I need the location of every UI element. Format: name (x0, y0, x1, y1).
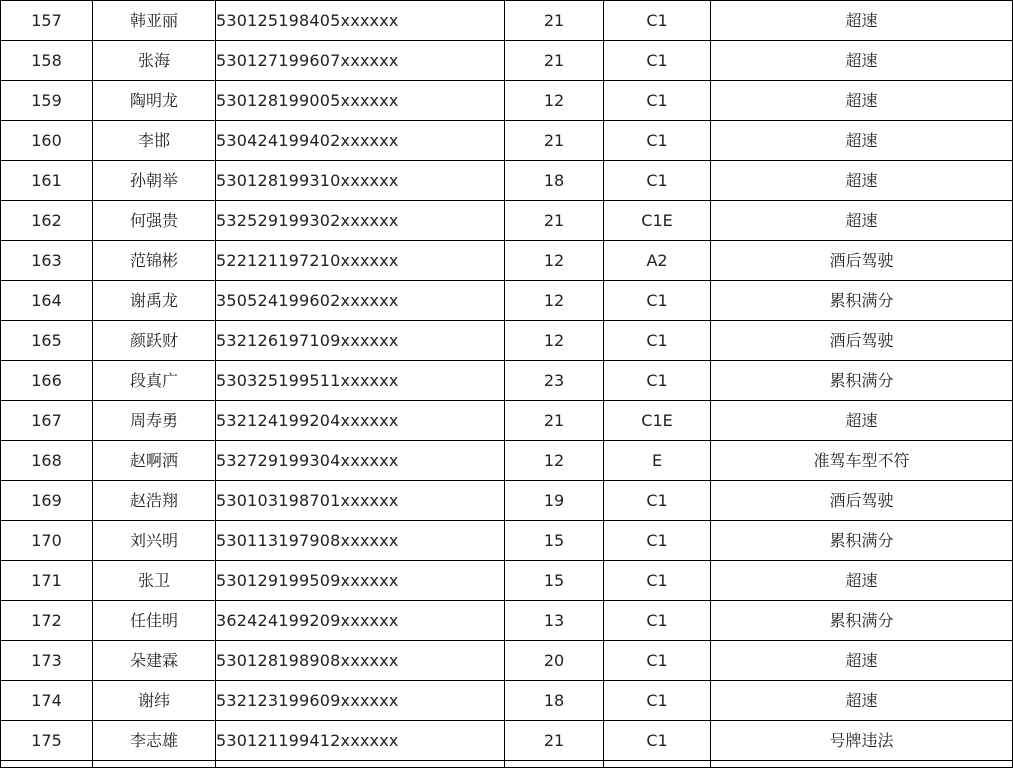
row-number-cell: 175 (1, 721, 93, 761)
id-number-cell: 530125198405xxxxxx (216, 1, 505, 41)
score-cell: 12 (505, 441, 604, 481)
violation-reason-cell: 累积满分 (711, 601, 1013, 641)
score-cell: 12 (505, 281, 604, 321)
row-number-cell: 159 (1, 81, 93, 121)
license-type-cell: C1 (604, 1, 711, 41)
name-cell: 李志雄 (93, 721, 216, 761)
row-number-cell: 174 (1, 681, 93, 721)
row-number-cell: 173 (1, 641, 93, 681)
license-type-cell: C1 (604, 681, 711, 721)
empty-cell (604, 761, 711, 768)
violation-reason-cell: 累积满分 (711, 521, 1013, 561)
row-number-cell: 162 (1, 201, 93, 241)
id-number-cell: 532124199204xxxxxx (216, 401, 505, 441)
row-number-cell: 168 (1, 441, 93, 481)
row-number-cell: 166 (1, 361, 93, 401)
table-row (1, 561, 1013, 601)
table-row (1, 161, 1013, 201)
name-cell: 刘兴明 (93, 521, 216, 561)
violation-reason-cell: 超速 (711, 561, 1013, 601)
score-cell: 21 (505, 201, 604, 241)
name-cell: 张海 (93, 41, 216, 81)
id-number-cell: 530424199402xxxxxx (216, 121, 505, 161)
score-cell: 12 (505, 81, 604, 121)
score-cell: 13 (505, 601, 604, 641)
name-cell: 段真广 (93, 361, 216, 401)
score-cell: 21 (505, 401, 604, 441)
license-type-cell: C1 (604, 561, 711, 601)
table-row (1, 321, 1013, 361)
license-type-cell: C1 (604, 81, 711, 121)
license-type-cell: C1E (604, 201, 711, 241)
row-number-cell: 164 (1, 281, 93, 321)
license-type-cell: A2 (604, 241, 711, 281)
row-number-cell: 157 (1, 1, 93, 41)
table-row (1, 41, 1013, 81)
name-cell: 周寿勇 (93, 401, 216, 441)
row-number-cell: 163 (1, 241, 93, 281)
id-number-cell: 530129199509xxxxxx (216, 561, 505, 601)
score-cell: 12 (505, 321, 604, 361)
id-number-cell: 522121197210xxxxxx (216, 241, 505, 281)
table-row (1, 481, 1013, 521)
table-row-partial (1, 761, 1013, 768)
name-cell: 谢纬 (93, 681, 216, 721)
id-number-cell: 530128199310xxxxxx (216, 161, 505, 201)
score-cell: 21 (505, 1, 604, 41)
violation-reason-cell: 超速 (711, 121, 1013, 161)
empty-cell (505, 761, 604, 768)
license-type-cell: C1 (604, 721, 711, 761)
violation-reason-cell: 酒后驾驶 (711, 241, 1013, 281)
empty-cell (93, 761, 216, 768)
table-row (1, 721, 1013, 761)
name-cell: 陶明龙 (93, 81, 216, 121)
score-cell: 15 (505, 561, 604, 601)
name-cell: 颜跃财 (93, 321, 216, 361)
license-type-cell: C1 (604, 321, 711, 361)
id-number-cell: 530128198908xxxxxx (216, 641, 505, 681)
score-cell: 19 (505, 481, 604, 521)
name-cell: 任佳明 (93, 601, 216, 641)
license-type-cell: C1 (604, 641, 711, 681)
name-cell: 韩亚丽 (93, 1, 216, 41)
license-type-cell: C1 (604, 41, 711, 81)
violation-reason-cell: 号牌违法 (711, 721, 1013, 761)
table-row (1, 681, 1013, 721)
id-number-cell: 530325199511xxxxxx (216, 361, 505, 401)
table-row (1, 281, 1013, 321)
row-number-cell: 161 (1, 161, 93, 201)
id-number-cell: 530103198701xxxxxx (216, 481, 505, 521)
violation-reason-cell: 超速 (711, 401, 1013, 441)
table-row (1, 1, 1013, 41)
violation-reason-cell: 累积满分 (711, 361, 1013, 401)
id-number-cell: 532729199304xxxxxx (216, 441, 505, 481)
table-row (1, 601, 1013, 641)
id-number-cell: 530113197908xxxxxx (216, 521, 505, 561)
id-number-cell: 532126197109xxxxxx (216, 321, 505, 361)
name-cell: 朵建霖 (93, 641, 216, 681)
license-type-cell: C1 (604, 481, 711, 521)
name-cell: 赵啊洒 (93, 441, 216, 481)
violation-reason-cell: 超速 (711, 201, 1013, 241)
records-table-body (1, 1, 1013, 768)
score-cell: 21 (505, 721, 604, 761)
score-cell: 21 (505, 41, 604, 81)
row-number-cell: 170 (1, 521, 93, 561)
empty-cell (1, 761, 93, 768)
score-cell: 15 (505, 521, 604, 561)
row-number-cell: 169 (1, 481, 93, 521)
violation-reason-cell: 超速 (711, 81, 1013, 121)
empty-cell (711, 761, 1013, 768)
table-row (1, 81, 1013, 121)
table-row (1, 201, 1013, 241)
id-number-cell: 532123199609xxxxxx (216, 681, 505, 721)
id-number-cell: 532529199302xxxxxx (216, 201, 505, 241)
license-type-cell: C1 (604, 121, 711, 161)
row-number-cell: 171 (1, 561, 93, 601)
id-number-cell: 350524199602xxxxxx (216, 281, 505, 321)
row-number-cell: 167 (1, 401, 93, 441)
violation-reason-cell: 超速 (711, 681, 1013, 721)
violation-reason-cell: 准驾车型不符 (711, 441, 1013, 481)
score-cell: 12 (505, 241, 604, 281)
id-number-cell: 530127199607xxxxxx (216, 41, 505, 81)
score-cell: 21 (505, 121, 604, 161)
table-row (1, 441, 1013, 481)
name-cell: 赵浩翔 (93, 481, 216, 521)
table-row (1, 641, 1013, 681)
license-type-cell: C1 (604, 521, 711, 561)
empty-cell (216, 761, 505, 768)
id-number-cell: 362424199209xxxxxx (216, 601, 505, 641)
row-number-cell: 165 (1, 321, 93, 361)
violation-reason-cell: 酒后驾驶 (711, 321, 1013, 361)
row-number-cell: 172 (1, 601, 93, 641)
name-cell: 谢禹龙 (93, 281, 216, 321)
license-type-cell: C1 (604, 161, 711, 201)
license-type-cell: C1E (604, 401, 711, 441)
table-row (1, 401, 1013, 441)
license-type-cell: C1 (604, 601, 711, 641)
id-number-cell: 530121199412xxxxxx (216, 721, 505, 761)
name-cell: 范锦彬 (93, 241, 216, 281)
violation-reason-cell: 超速 (711, 641, 1013, 681)
score-cell: 20 (505, 641, 604, 681)
row-number-cell: 158 (1, 41, 93, 81)
id-number-cell: 530128199005xxxxxx (216, 81, 505, 121)
table-row (1, 361, 1013, 401)
table-row (1, 521, 1013, 561)
name-cell: 孙朝举 (93, 161, 216, 201)
violation-reason-cell: 酒后驾驶 (711, 481, 1013, 521)
table-row (1, 121, 1013, 161)
license-type-cell: E (604, 441, 711, 481)
name-cell: 张卫 (93, 561, 216, 601)
table-row (1, 241, 1013, 281)
score-cell: 18 (505, 161, 604, 201)
violation-reason-cell: 超速 (711, 41, 1013, 81)
score-cell: 18 (505, 681, 604, 721)
violation-reason-cell: 累积满分 (711, 281, 1013, 321)
license-type-cell: C1 (604, 281, 711, 321)
name-cell: 何强贵 (93, 201, 216, 241)
violation-reason-cell: 超速 (711, 1, 1013, 41)
score-cell: 23 (505, 361, 604, 401)
violation-reason-cell: 超速 (711, 161, 1013, 201)
license-type-cell: C1 (604, 361, 711, 401)
name-cell: 李邯 (93, 121, 216, 161)
row-number-cell: 160 (1, 121, 93, 161)
